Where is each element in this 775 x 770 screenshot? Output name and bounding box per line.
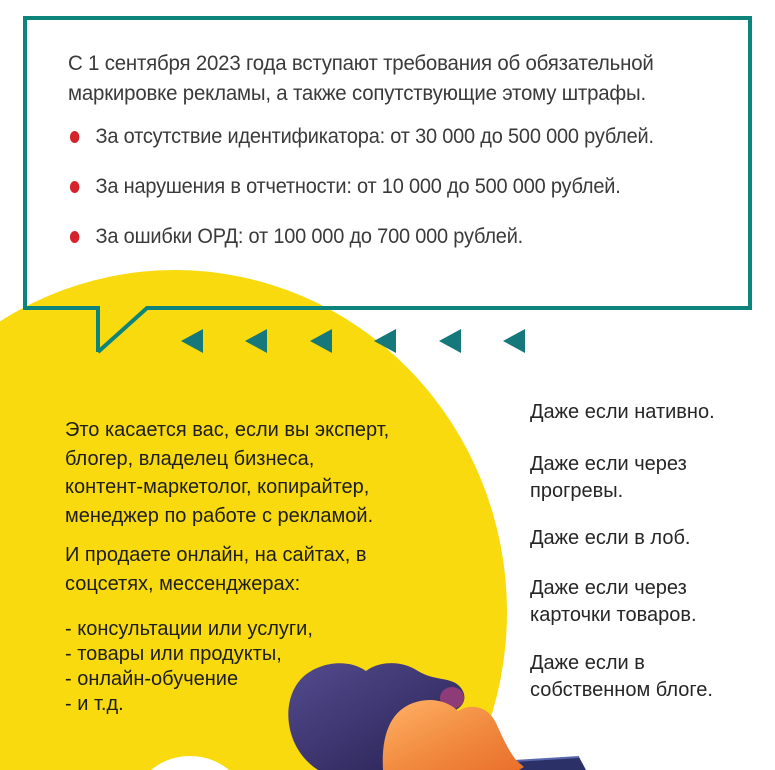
- even-if-item: [530, 399, 715, 426]
- even-if-item: [530, 525, 690, 552]
- fines-list: [68, 122, 685, 272]
- even-if-line: Даже если через: [530, 453, 687, 475]
- fine-item: [68, 172, 654, 202]
- bullet-dot-icon: [70, 131, 80, 143]
- channels-list-item: - консультации или услуги,: [65, 618, 313, 640]
- even-if-line: Даже если в: [530, 652, 645, 674]
- even-if-item: [530, 650, 713, 704]
- channels-list-item: - онлайн-обучение: [65, 668, 239, 690]
- sales-channels-text: [65, 541, 367, 598]
- bullet-dot-icon: [70, 231, 80, 243]
- audience-text-line: менеджер по работе с рекламой.: [65, 504, 374, 527]
- bullet-dot-icon: [70, 181, 80, 193]
- fine-item-text: За ошибки ОРД: от 100 000 до 700 000 рублей.: [95, 225, 524, 248]
- bubble-heading-line: маркировке рекламы, а также сопутствующие этому штрафы.: [68, 81, 647, 105]
- audience-text-line: Это касается вас, если вы эксперт,: [65, 419, 390, 441]
- bubble-heading-line: С 1 сентября 2023 года вступают требования об обязательной: [68, 51, 654, 75]
- channels-list: [65, 617, 313, 717]
- left-triangle-icon: [439, 329, 461, 353]
- fine-item: [68, 122, 654, 152]
- audience-text-line: блогер, владелец бизнеса,: [65, 447, 315, 470]
- even-if-line: Даже если через: [530, 577, 687, 599]
- even-if-line: Даже если в лоб.: [530, 527, 691, 549]
- even-if-line: собственном блоге.: [530, 679, 713, 701]
- even-if-line: карточки товаров.: [530, 604, 697, 626]
- channels-list-item: - товары или продукты,: [65, 643, 282, 665]
- audience-text-line: контент-маркетолог, копирайтер,: [65, 476, 370, 498]
- person-sweater: [383, 700, 524, 770]
- sales-channels-line: И продаете онлайн, на сайтах, в: [65, 544, 367, 566]
- fine-item-text: За отсутствие идентификатора: от 30 000 до 500 000 рублей.: [95, 125, 654, 148]
- channels-list-item: - и т.д.: [65, 693, 124, 715]
- left-triangle-icon: [503, 329, 525, 353]
- bubble-heading: [68, 48, 654, 108]
- even-if-line: прогревы.: [530, 480, 624, 502]
- fine-item: [68, 222, 654, 252]
- even-if-item: [530, 451, 687, 505]
- audience-text: [65, 416, 389, 530]
- even-if-line: Даже если нативно.: [530, 401, 715, 423]
- fine-item-text: За нарушения в отчетности: от 10 000 до 500 000 рублей.: [95, 175, 621, 198]
- even-if-item: [530, 575, 697, 629]
- sales-channels-line: соцсетях, мессенджерах:: [65, 572, 301, 595]
